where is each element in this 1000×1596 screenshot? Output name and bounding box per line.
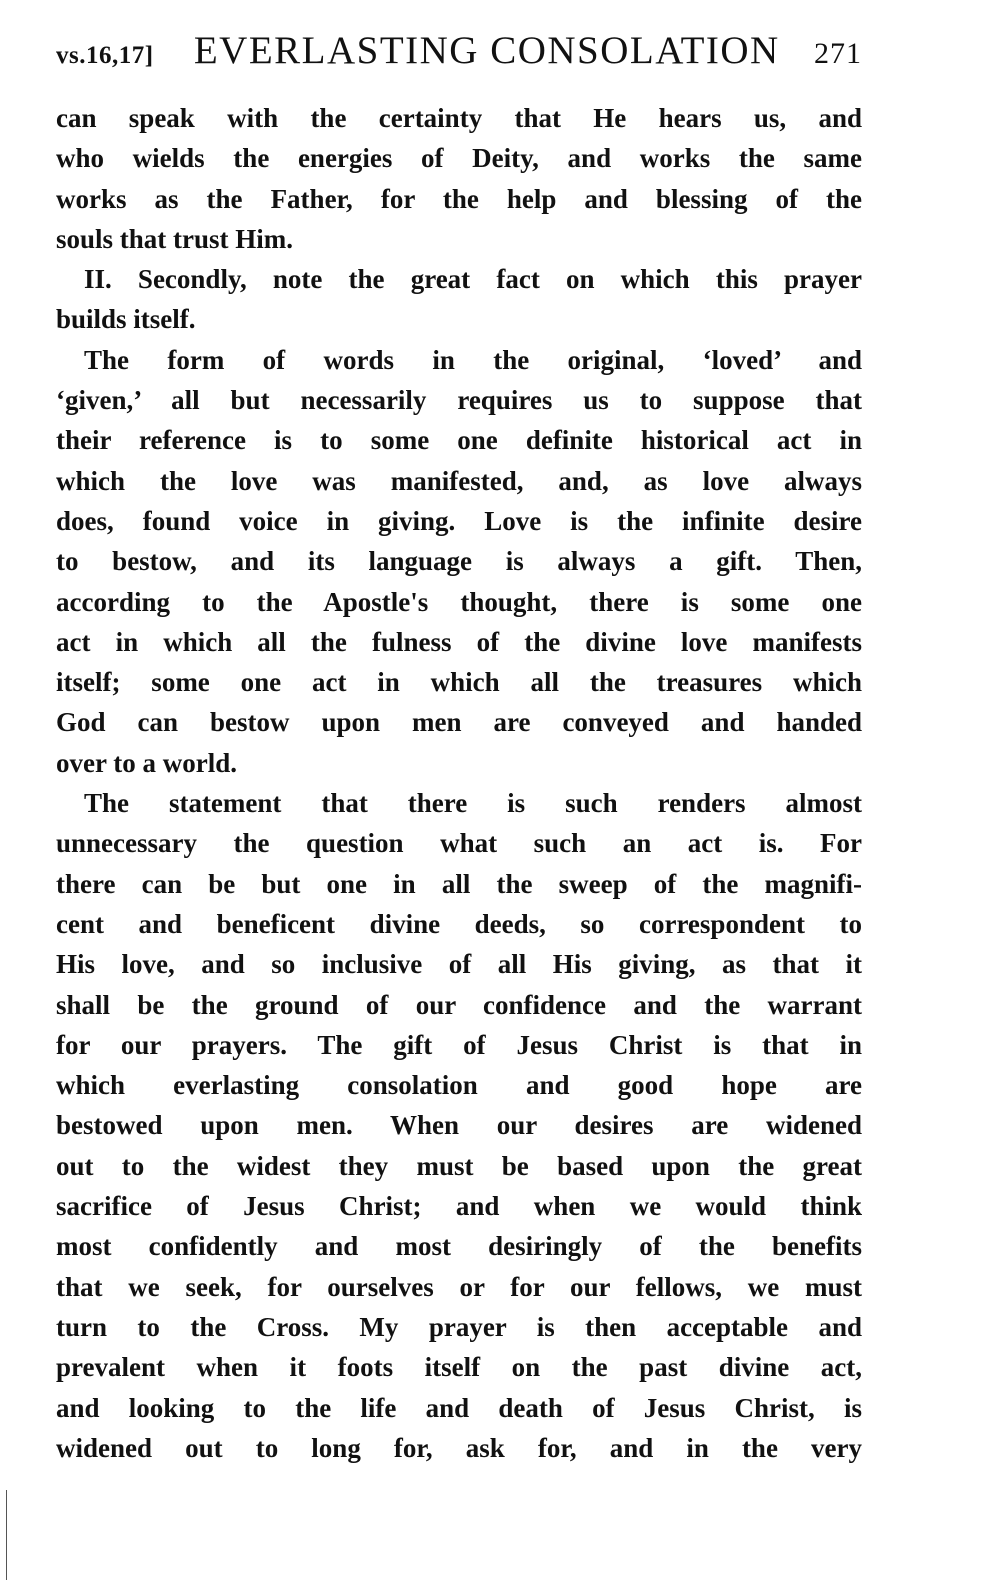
text-line: builds itself. <box>56 304 196 335</box>
text-line: according to the Apostle's thought, there is some one <box>56 586 862 617</box>
margin-rule <box>6 1490 7 1580</box>
page-number: 271 <box>814 37 862 70</box>
text-line: The statement that there is such renders almost <box>84 788 862 819</box>
text-line: turn to the Cross. My prayer is then acceptable and <box>56 1311 862 1342</box>
text-line: to bestow, and its language is always a gift. Then, <box>56 546 862 577</box>
verse-reference: vs.16,17] <box>56 42 154 69</box>
text-line: sacrifice of Jesus Christ; and when we would think <box>56 1191 862 1222</box>
text-line: who wields the energies of Deity, and works the same <box>56 143 862 174</box>
text-line: His love, and so inclusive of all His giving, as that it <box>56 949 862 980</box>
text-line: can speak with the certainty that He hears us, and <box>56 103 862 133</box>
text-line: II. Secondly, note the great fact on which this prayer <box>84 264 862 295</box>
text-line: which everlasting consolation and good hope are <box>56 1070 862 1101</box>
text-line: unnecessary the question what such an act is. For <box>56 828 862 859</box>
text-line: does, found voice in giving. Love is the infinite desire <box>56 505 862 536</box>
text-line: that we seek, for ourselves or for our fellows, we must <box>56 1271 862 1302</box>
text-line: out to the widest they must be based upon the great <box>56 1150 862 1181</box>
paragraph <box>56 340 862 783</box>
text-line: over to a world. <box>56 747 237 778</box>
book-page <box>56 28 862 1468</box>
text-line: bestowed upon men. When our desires are widened <box>56 1110 862 1141</box>
text-line: most confidently and most desiringly of the benefits <box>56 1231 862 1262</box>
chapter-title: EVERLASTING CONSOLATION <box>193 29 780 72</box>
text-line: which the love was manifested, and, as love always <box>56 465 862 496</box>
text-line: widened out to long for, ask for, and in the very <box>56 1432 862 1463</box>
text-line: their reference is to some one definite historical act in <box>56 425 862 456</box>
text-line: The form of words in the original, ‘loved’ and <box>84 344 862 375</box>
text-line: for our prayers. The gift of Jesus Christ is that in <box>56 1029 862 1060</box>
text-line: souls that trust Him. <box>56 223 294 254</box>
text-line: prevalent when it foots itself on the past divine act, <box>56 1352 862 1383</box>
text-line: God can bestow upon men are conveyed and handed <box>56 707 862 738</box>
text-line: and looking to the life and death of Jesus Christ, is <box>56 1392 862 1423</box>
text-line: act in which all the fulness of the divine love manifests <box>56 626 862 657</box>
running-head <box>56 28 862 98</box>
paragraph <box>56 98 862 259</box>
text-line: there can be but one in all the sweep of the magnifi- <box>56 868 862 899</box>
text-line: works as the Father, for the help and blessing of the <box>56 183 862 214</box>
body-text <box>56 98 862 1468</box>
paragraph <box>56 783 862 1468</box>
text-line: itself; some one act in which all the treasures which <box>56 667 862 698</box>
text-line: shall be the ground of our confidence and the warrant <box>56 989 862 1020</box>
text-line: ‘given,’ all but necessarily requires us to suppose that <box>56 385 862 416</box>
paragraph <box>56 259 862 340</box>
text-line: cent and beneficent divine deeds, so correspondent to <box>56 908 862 939</box>
